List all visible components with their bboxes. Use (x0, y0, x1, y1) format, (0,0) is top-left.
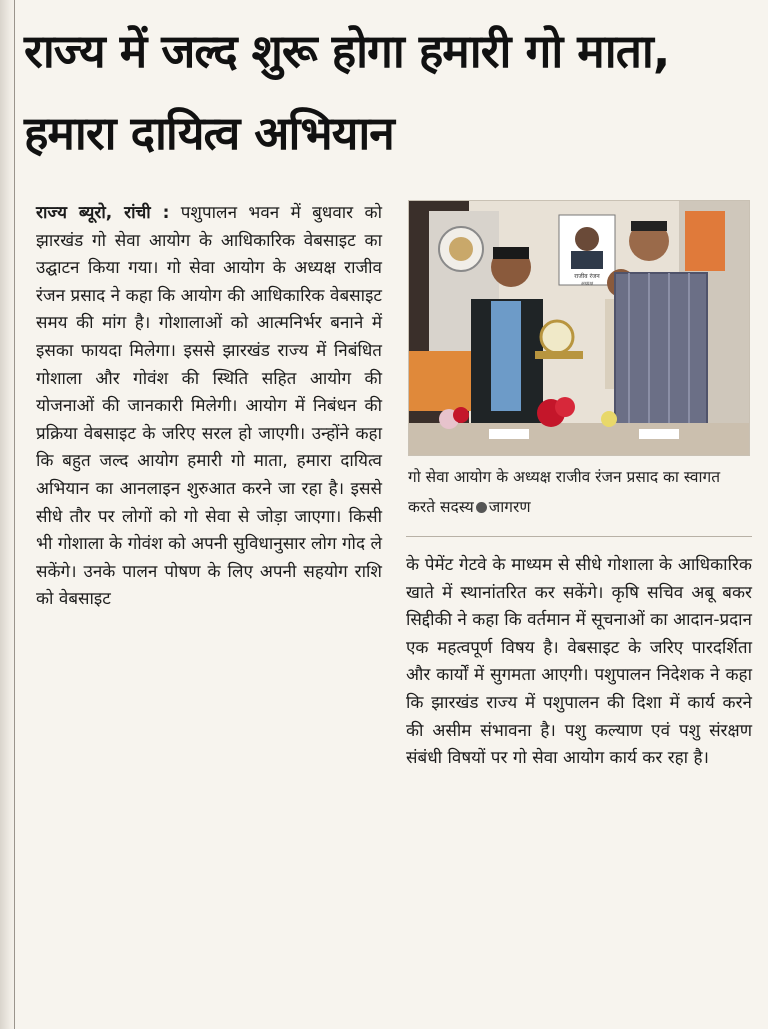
body-column-left (36, 200, 382, 614)
body-paragraph-left (36, 200, 382, 614)
body-column-right (406, 552, 752, 773)
headline: राज्य में जल्द शुरू होगा हमारी गो माता, हमारा दायित्व अभियान (24, 24, 670, 160)
caption-text: गो सेवा आयोग के अध्यक्ष राजीव रंजन प्रसाद का स्वागत करते सदस्य (408, 468, 721, 516)
caption-divider (406, 536, 752, 537)
news-photo (408, 200, 750, 456)
page-fold-rule (14, 0, 15, 1029)
dateline: राज्य ब्यूरो, रांची : (36, 203, 170, 223)
memento-plaque (541, 321, 573, 353)
credit-dot-icon (476, 502, 487, 513)
body-text-left: पशुपालन भवन में बुधवार को झारखंड गो सेवा आयोग के आधिकारिक वेबसाइट का उद्घाटन किया गया। गो सेवा आयोग के अध्यक्ष राजीव रंजन प्रसाद ने कहा कि आयोग की आधिकारिक वेबसाइट समय की मांग है। गोशालाओं को आत्मनिर्भर बनाने में इसका फायदा मिलेगा। इससे झारखंड राज्य में निबंधित गोशाला और गोवंश की स्थिति सहित आयोग की योजनाओं की जानकारी मिलेगी। आयोग में निबंधन की प्रक्रिया वेबसाइट के जरिए सरल हो जाएगी। उन्होंने कहा कि बहुत जल्द आयोग हमारी गो माता, हमारा दायित्व अभियान का आनलाइन शुरुआत करने जा रहा है। इससे सीधे तौर पर लोगों को गो सेवा से जोड़ा जाएगा। किसी भी गोशाला के गोवंश को अपनी सुविधानुसार लोग गोद ले सकेंगे। उनके पालन पोषण के लिए अपनी सहयोग राशि को वेबसाइट (36, 203, 382, 610)
photo-credit: जागरण (488, 498, 531, 516)
photo-caption (408, 462, 750, 522)
body-text-right: के पेमेंट गेटवे के माध्यम से सीधे गोशाला के आधिकारिक खाते में स्थानांतरित कर सकेंगे। कृषि सचिव अबू बकर सिद्दीकी ने कहा कि वर्तमान में सूचनाओं का आदान-प्रदान एक महत्वपूर्ण विषय है। वेबसाइट के जरिए पारदर्शिता और कार्यों में सुगमता आएगी। पशुपालन निदेशक ने कहा कि झारखंड राज्य में पशुपालन की दिशा में कार्य करने की असीम संभावना है। पशु कल्याण एवं पशु संरक्षण संबंधी विषयों पर गो सेवा आयोग कार्य कर रहा है। (406, 555, 752, 769)
portrait-sublabel: अध्यक्ष (580, 281, 594, 287)
portrait-label: राजीव रंजन (574, 273, 600, 280)
photo-illustration (409, 201, 749, 455)
